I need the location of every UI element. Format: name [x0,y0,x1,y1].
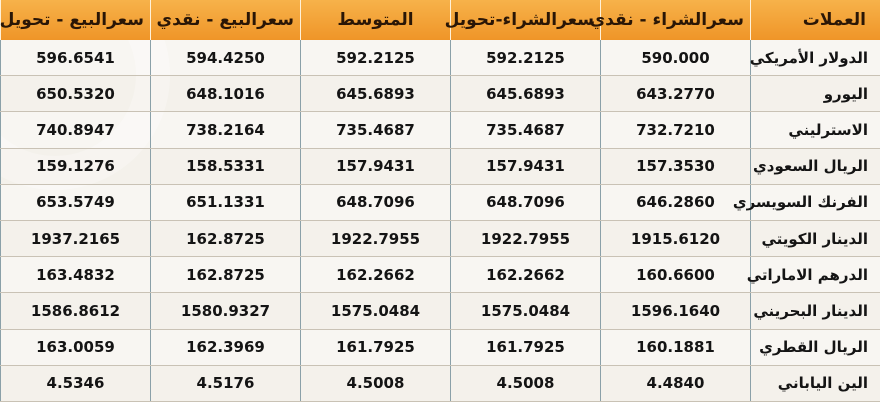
buy-cash-cell: 1915.6120 [601,220,751,256]
buy-transfer-cell: 1575.0484 [451,293,601,329]
buy-transfer-cell: 161.7925 [451,329,601,365]
currency-name-cell: الدينار الكويتي [751,220,880,256]
buy-transfer-cell: 592.2125 [451,40,601,76]
average-column-header: المتوسط [301,0,451,40]
average-cell: 1922.7955 [301,220,451,256]
average-cell: 735.4687 [301,112,451,148]
header-row [1,0,880,40]
sell-transfer-cell: 740.8947 [1,112,151,148]
average-cell: 161.7925 [301,329,451,365]
sell-cash-cell: 162.8725 [151,220,301,256]
sell-transfer-cell: 596.6541 [1,40,151,76]
sell-transfer-cell: 650.5320 [1,76,151,112]
buy-cash-cell: 4.4840 [601,365,751,401]
table-row [1,40,880,76]
sell-cash-cell: 162.3969 [151,329,301,365]
buy-cash-cell: 590.000 [601,40,751,76]
sell-transfer-cell: 163.0059 [1,329,151,365]
table-row [1,365,880,401]
currency-name-cell: الاسترليني [751,112,880,148]
sell-transfer-cell: 159.1276 [1,148,151,184]
table-row [1,76,880,112]
average-cell: 1575.0484 [301,293,451,329]
sell-transfer-cell: 1937.2165 [1,220,151,256]
buy-transfer-cell: 157.9431 [451,148,601,184]
sell-transfer-cell: 163.4832 [1,257,151,293]
buy-cash-cell: 160.1881 [601,329,751,365]
table-row [1,220,880,256]
currency-name-cell: الدرهم الاماراتي [751,257,880,293]
sell-cash-cell: 648.1016 [151,76,301,112]
average-cell: 592.2125 [301,40,451,76]
sell-transfer-cell: 653.5749 [1,184,151,220]
currency-name-cell: الدينار البحريني [751,293,880,329]
table-row [1,257,880,293]
sell-cash-cell: 1580.9327 [151,293,301,329]
average-cell: 645.6893 [301,76,451,112]
buy-transfer-cell: 162.2662 [451,257,601,293]
buy-cash-cell: 643.2770 [601,76,751,112]
table-row [1,184,880,220]
buy-cash-cell: 646.2860 [601,184,751,220]
buy-cash-cell: 1596.1640 [601,293,751,329]
sell-cash-cell: 594.4250 [151,40,301,76]
table-row [1,112,880,148]
sell-transfer-cell: 4.5346 [1,365,151,401]
buy-transfer-cell: 735.4687 [451,112,601,148]
buy-cash-cell: 160.6600 [601,257,751,293]
currency-name-cell: الريال القطري [751,329,880,365]
table-row [1,329,880,365]
sell-cash-cell: 158.5331 [151,148,301,184]
buy-transfer-cell: 4.5008 [451,365,601,401]
buy-transfer-column-header: سعرالشراء-تحويل [451,0,601,40]
currency-name-cell: اليورو [751,76,880,112]
buy-cash-cell: 732.7210 [601,112,751,148]
average-cell: 4.5008 [301,365,451,401]
currency-column-header: العملات [751,0,880,40]
sell-transfer-cell: 1586.8612 [1,293,151,329]
sell-transfer-column-header: سعرالبيع - تحويل [1,0,151,40]
sell-cash-column-header: سعرالبيع - نقدي [151,0,301,40]
buy-transfer-cell: 645.6893 [451,76,601,112]
average-cell: 157.9431 [301,148,451,184]
average-cell: 648.7096 [301,184,451,220]
buy-cash-column-header: سعرالشراء - نقدي [601,0,751,40]
table-row [1,148,880,184]
table-row [1,293,880,329]
buy-transfer-cell: 648.7096 [451,184,601,220]
currency-name-cell: الفرنك السويسري [751,184,880,220]
buy-transfer-cell: 1922.7955 [451,220,601,256]
sell-cash-cell: 4.5176 [151,365,301,401]
currency-name-cell: الدولار الأمريكي [751,40,880,76]
buy-cash-cell: 157.3530 [601,148,751,184]
currency-name-cell: الريال السعودي [751,148,880,184]
sell-cash-cell: 162.8725 [151,257,301,293]
rates-body [1,40,880,402]
currency-name-cell: الين الياباني [751,365,880,401]
average-cell: 162.2662 [301,257,451,293]
sell-cash-cell: 651.1331 [151,184,301,220]
sell-cash-cell: 738.2164 [151,112,301,148]
